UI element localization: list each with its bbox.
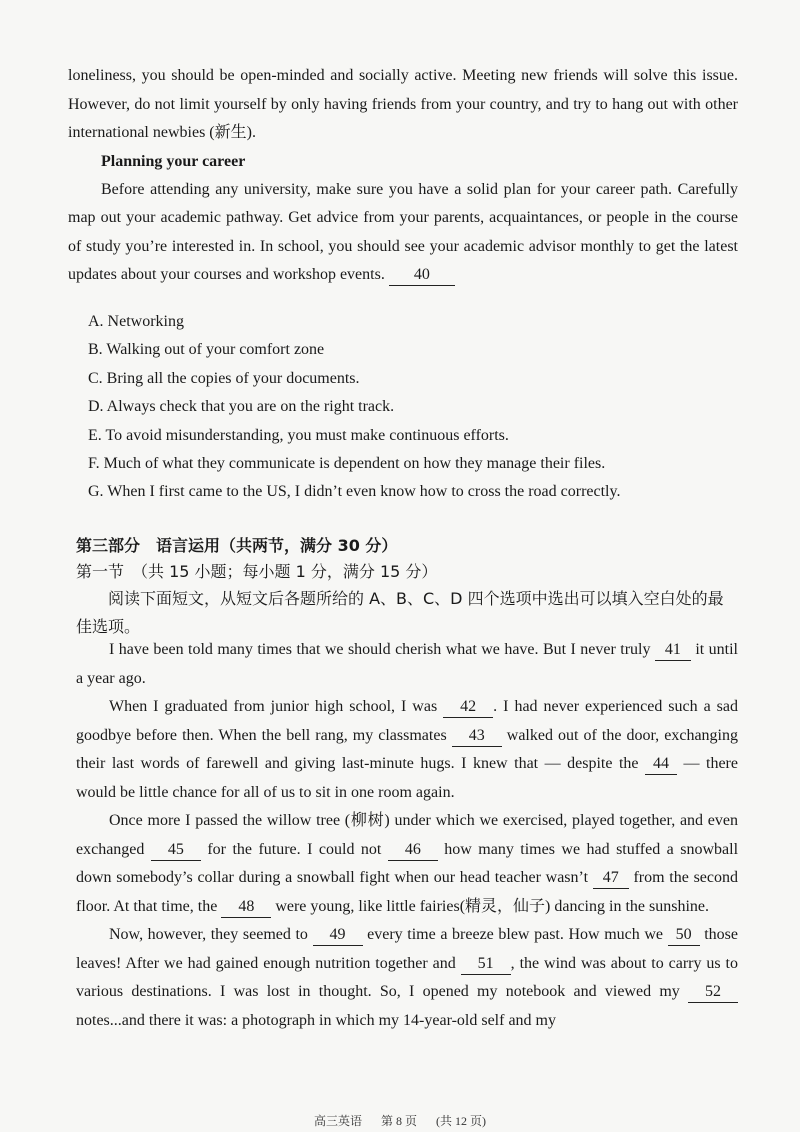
cloze-text: from the second floor. At that time, the — [76, 869, 739, 915]
blank-50: 50 — [668, 925, 700, 946]
blank-44: 44 — [645, 754, 677, 775]
footer-page-number: 第 8 页 — [381, 1114, 418, 1128]
blank-51: 51 — [461, 954, 511, 975]
cloze-text: . I had never experienced such a sad goodbye before then. When the bell rang, my classmates — [76, 698, 739, 744]
option-f: F. Much of what they communicate is dependent on how they manage their files. — [88, 455, 606, 473]
cloze-text: walked out of the door, exchanging their last words of farewell and giving last-minute hugs. I knew that — despite the — [76, 726, 738, 772]
cloze-text: , the wind was about to carry us to various destinations. I was lost in thought. So, I opened my notebook and viewed my — [76, 954, 739, 1000]
section-heading: Planning your career — [101, 152, 246, 170]
passage-paragraph — [68, 176, 738, 290]
cloze-text: for the future. I could not — [200, 840, 388, 858]
cloze-paragraph — [76, 636, 738, 693]
passage-text: Before attending any university, make sure you have a solid plan for your career path. Carefully map out your academic pathway. Get advice from your parents, acquaintances, or people in the course of study you’re interested in. In school, you should see your academic advisor monthly to get the latest updates about your courses and workshop events. — [68, 180, 738, 283]
blank-52: 52 — [688, 982, 738, 1003]
blank-45: 45 — [151, 840, 201, 861]
blank-46: 46 — [388, 840, 438, 861]
cloze-passage — [76, 636, 738, 1035]
section-title: 第三部分 语言运用（共两节，满分 30 分） — [76, 536, 398, 555]
option-c: C. Bring all the copies of your documents. — [88, 369, 360, 387]
passage-end — [68, 62, 738, 290]
cloze-text: Once more I passed the willow tree (柳树) under which we exercised, played together, and even exchanged — [76, 812, 738, 858]
blank-49: 49 — [313, 925, 363, 946]
cloze-text: were young, like little fairies(精灵，仙子) dancing in the sunshine. — [271, 897, 709, 915]
cloze-text: notes...and there it was: a photograph in which my 14-year-old self and my — [76, 1011, 556, 1029]
section-3-header — [76, 533, 738, 641]
cloze-text: I have been told many times that we should cherish what we have. But I never truly — [109, 641, 655, 658]
blank-48: 48 — [221, 897, 271, 918]
cloze-text: it until a year ago. — [76, 641, 739, 687]
option-b: B. Walking out of your comfort zone — [88, 341, 325, 359]
cloze-text: how many times we had stuffed a snowball down somebody’s collar during a snowball fight when our head teacher wasn’t — [76, 840, 739, 886]
cloze-text: every time a breeze blew past. How much we — [362, 926, 668, 943]
blank-41: 41 — [655, 640, 691, 661]
footer-page-total: (共 12 页) — [436, 1114, 487, 1128]
option-d: D. Always check that you are on the right track. — [88, 398, 395, 416]
option-g: G. When I first came to the US, I didn’t even know how to cross the road correctly. — [88, 483, 621, 501]
cloze-text: — there would be little chance for all of us to sit in one room again. — [76, 755, 738, 801]
passage-paragraph: loneliness, you should be open-minded and socially active. Meeting new friends will solve this issue. However, do not limit yourself by only having friends from your country, and try to hang out with other international newbies (新生). — [68, 67, 738, 141]
blank-47: 47 — [593, 868, 629, 889]
cloze-text: Now, however, they seemed to — [109, 926, 313, 943]
page-footer — [0, 1112, 800, 1129]
section-subtitle: 第一节 （共 15 小题；每小题 1 分，满分 15 分） — [76, 562, 438, 581]
cloze-paragraph — [76, 807, 738, 921]
cloze-text: When I graduated from junior high school, I was — [109, 698, 444, 715]
option-a: A. Networking — [88, 313, 184, 330]
cloze-text: those leaves! After we had gained enough nutrition together and — [76, 926, 738, 972]
option-e: E. To avoid misunderstanding, you must make continuous efforts. — [88, 426, 509, 444]
section-instructions: 阅读下面短文，从短文后各题所给的 A、B、C、D 四个选项中选出可以填入空白处的最佳选项。 — [76, 589, 724, 636]
cloze-paragraph — [76, 921, 738, 1035]
blank-43: 43 — [452, 726, 502, 747]
blank-42: 42 — [443, 697, 493, 718]
blank-40: 40 — [389, 265, 455, 286]
cloze-paragraph — [76, 693, 738, 807]
footer-subject: 高三英语 — [313, 1114, 362, 1128]
options-list — [68, 308, 738, 507]
